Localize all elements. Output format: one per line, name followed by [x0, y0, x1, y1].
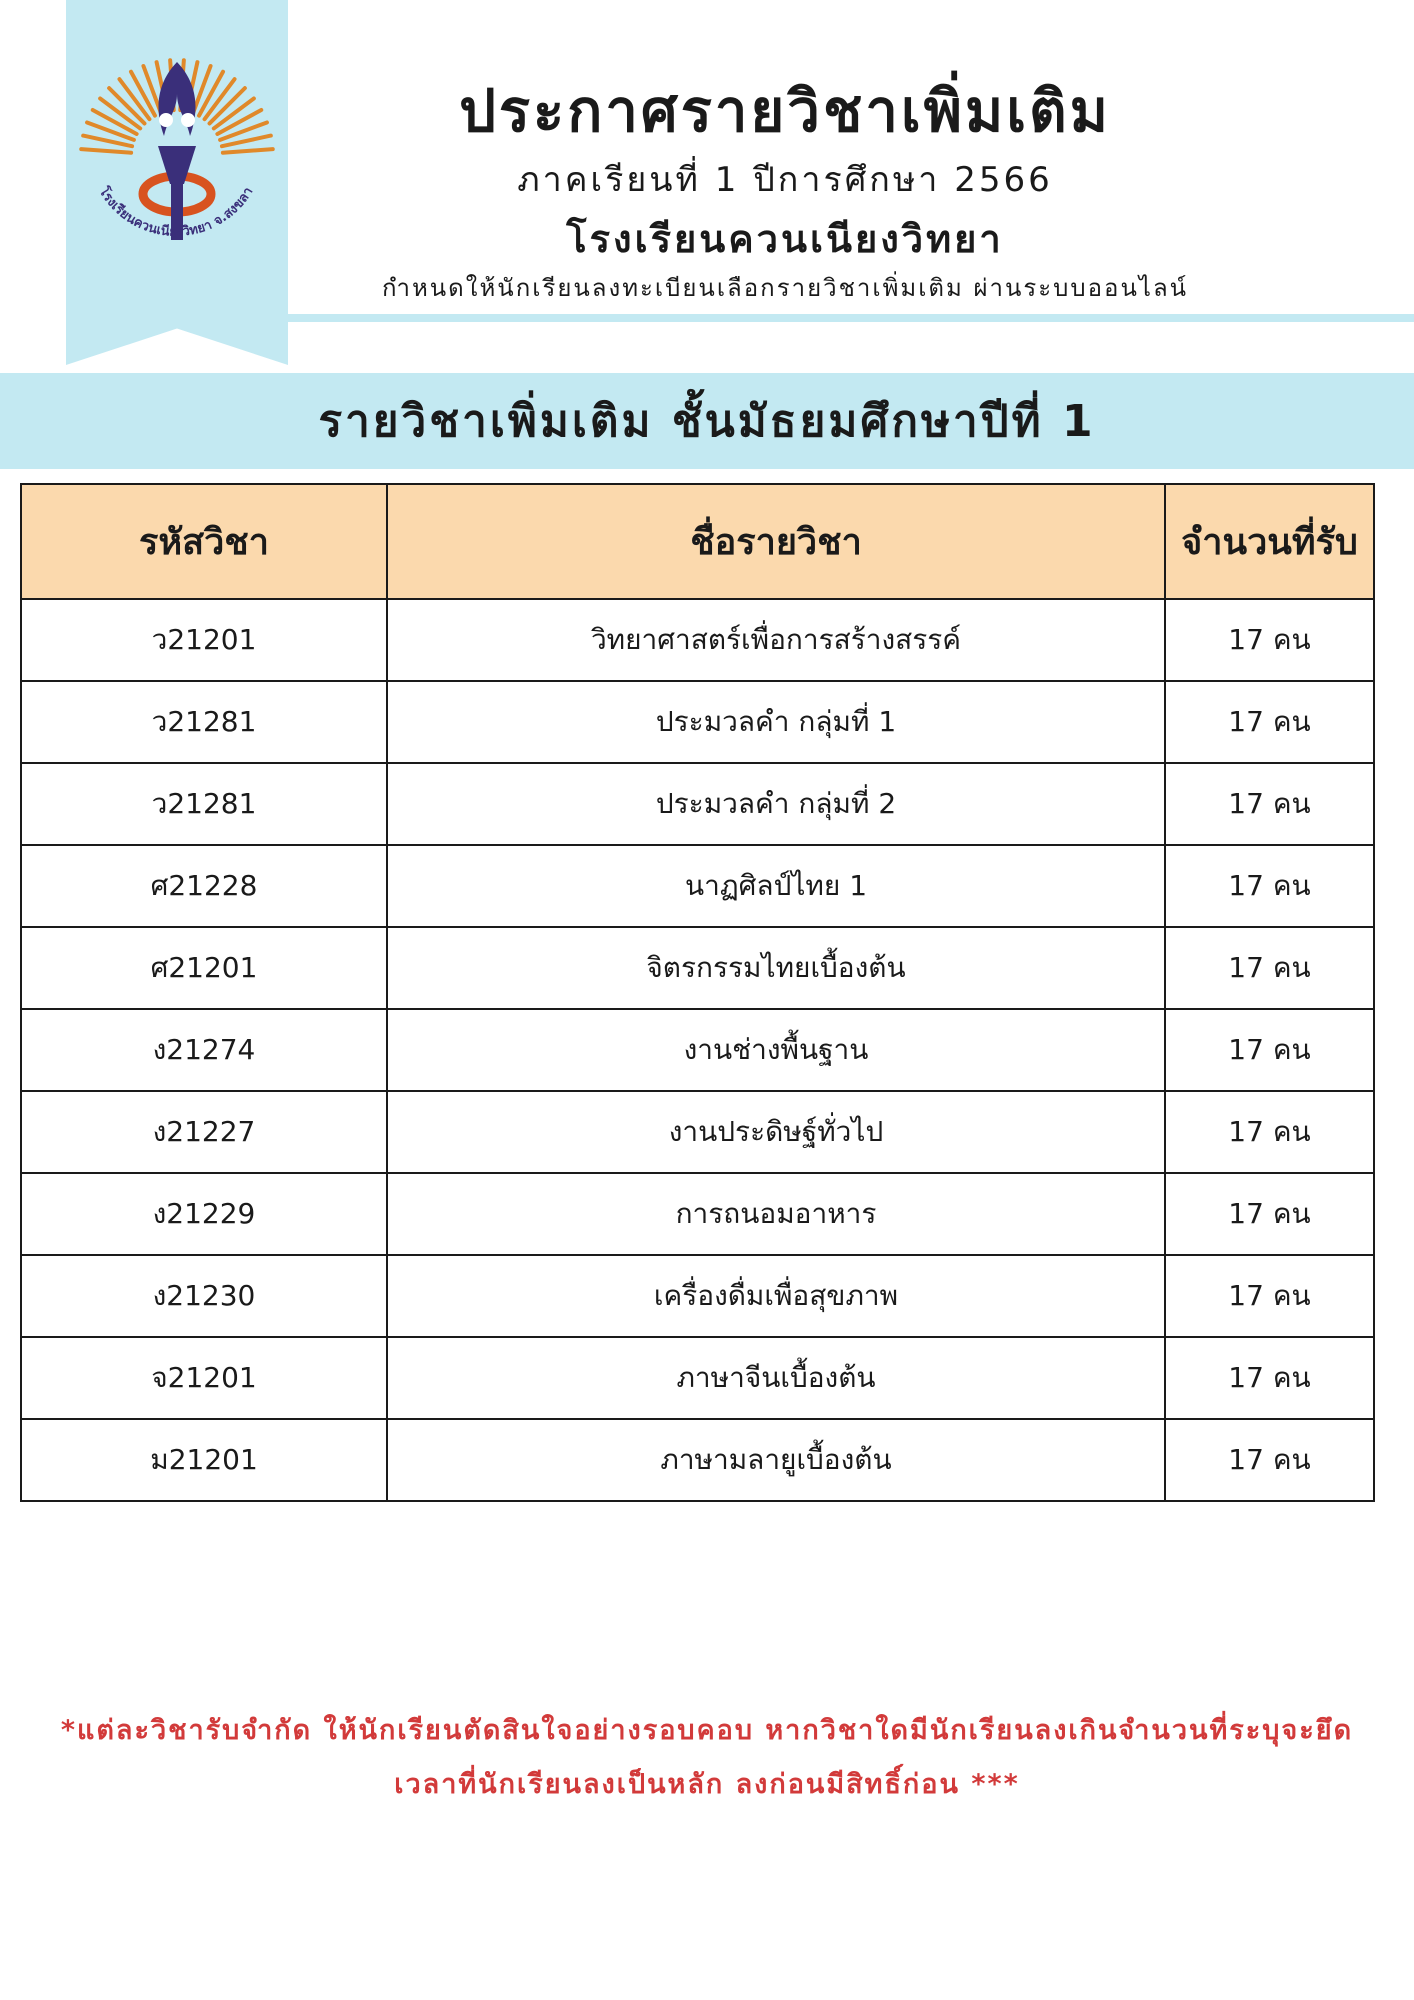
- course-capacity: 17 คน: [1165, 763, 1374, 845]
- table-header-row: [21, 484, 1374, 599]
- course-code: ง21274: [21, 1009, 387, 1091]
- course-name: เครื่องดื่มเพื่อสุขภาพ: [387, 1255, 1165, 1337]
- section-title: รายวิชาเพิ่มเติม ชั้นมัธยมศึกษาปีที่ 1: [318, 396, 1096, 447]
- course-capacity: 17 คน: [1165, 927, 1374, 1009]
- course-name: ภาษามลายูเบื้องต้น: [387, 1419, 1165, 1501]
- course-code: ม21201: [21, 1419, 387, 1501]
- course-capacity: 17 คน: [1165, 599, 1374, 681]
- table-row: [21, 1173, 1374, 1255]
- course-name: ภาษาจีนเบื้องต้น: [387, 1337, 1165, 1419]
- course-name: นาฏศิลป์ไทย 1: [387, 845, 1165, 927]
- header-course-name: ชื่อรายวิชา: [387, 484, 1165, 599]
- course-table: [20, 483, 1375, 1502]
- course-capacity: 17 คน: [1165, 1419, 1374, 1501]
- course-capacity: 17 คน: [1165, 1091, 1374, 1173]
- warning-line-1: *แต่ละวิชารับจำกัด ให้นักเรียนตัดสินใจอย่างรอบคอบ หากวิชาใดมีนักเรียนลงเกินจำนวนที่ระบุจะยึด: [60, 1715, 1354, 1746]
- course-name: งานประดิษฐ์ทั่วไป: [387, 1091, 1165, 1173]
- course-capacity: 17 คน: [1165, 681, 1374, 763]
- course-name: งานช่างพื้นฐาน: [387, 1009, 1165, 1091]
- sun-ray: [223, 149, 273, 153]
- table-row: [21, 599, 1374, 681]
- school-name: โรงเรียนควนเนียงวิทยา: [566, 217, 1004, 261]
- registration-instruction: กำหนดให้นักเรียนลงทะเบียนเลือกรายวิชาเพิ่มเติม ผ่านระบบออนไลน์: [381, 274, 1189, 302]
- course-code: ศ21228: [21, 845, 387, 927]
- course-name: การถนอมอาหาร: [387, 1173, 1165, 1255]
- course-capacity: 17 คน: [1165, 845, 1374, 927]
- course-code: ว21281: [21, 681, 387, 763]
- header-course-code: รหัสวิชา: [21, 484, 387, 599]
- course-code: ว21201: [21, 599, 387, 681]
- course-capacity: 17 คน: [1165, 1009, 1374, 1091]
- table-row: [21, 1419, 1374, 1501]
- course-capacity: 17 คน: [1165, 1337, 1374, 1419]
- school-torch-emblem-icon: [74, 44, 280, 270]
- header-capacity: จำนวนที่รับ: [1165, 484, 1374, 599]
- course-name: ประมวลคำ กลุ่มที่ 1: [387, 681, 1165, 763]
- table-row: [21, 1255, 1374, 1337]
- course-code: ศ21201: [21, 927, 387, 1009]
- course-code: ง21229: [21, 1173, 387, 1255]
- enrollment-warning: [40, 1704, 1374, 1812]
- table-row: [21, 763, 1374, 845]
- table-row: [21, 1009, 1374, 1091]
- course-capacity: 17 คน: [1165, 1255, 1374, 1337]
- course-name: ประมวลคำ กลุ่มที่ 2: [387, 763, 1165, 845]
- table-row: [21, 927, 1374, 1009]
- logo-text: โรงเรียนควนเนียงวิทยา จ.สงขลา: [95, 184, 257, 240]
- course-name: จิตรกรรมไทยเบื้องต้น: [387, 927, 1165, 1009]
- course-code: ง21230: [21, 1255, 387, 1337]
- page-title: ประกาศรายวิชาเพิ่มเติม: [459, 77, 1111, 145]
- course-code: ว21281: [21, 763, 387, 845]
- table-row: [21, 1091, 1374, 1173]
- section-title-band: [0, 373, 1414, 469]
- table-row: [21, 845, 1374, 927]
- course-code: จ21201: [21, 1337, 387, 1419]
- header-divider: [288, 314, 1414, 322]
- term-subtitle: ภาคเรียนที่ 1 ปีการศึกษา 2566: [517, 160, 1053, 200]
- warning-line-2: เวลาที่นักเรียนลงเป็นหลัก ลงก่อนมีสิทธิ์ก่อน ***: [394, 1769, 1020, 1800]
- sun-ray: [81, 149, 131, 153]
- table-row: [21, 1337, 1374, 1419]
- table-row: [21, 681, 1374, 763]
- course-capacity: 17 คน: [1165, 1173, 1374, 1255]
- course-code: ง21227: [21, 1091, 387, 1173]
- course-name: วิทยาศาสตร์เพื่อการสร้างสรรค์: [387, 599, 1165, 681]
